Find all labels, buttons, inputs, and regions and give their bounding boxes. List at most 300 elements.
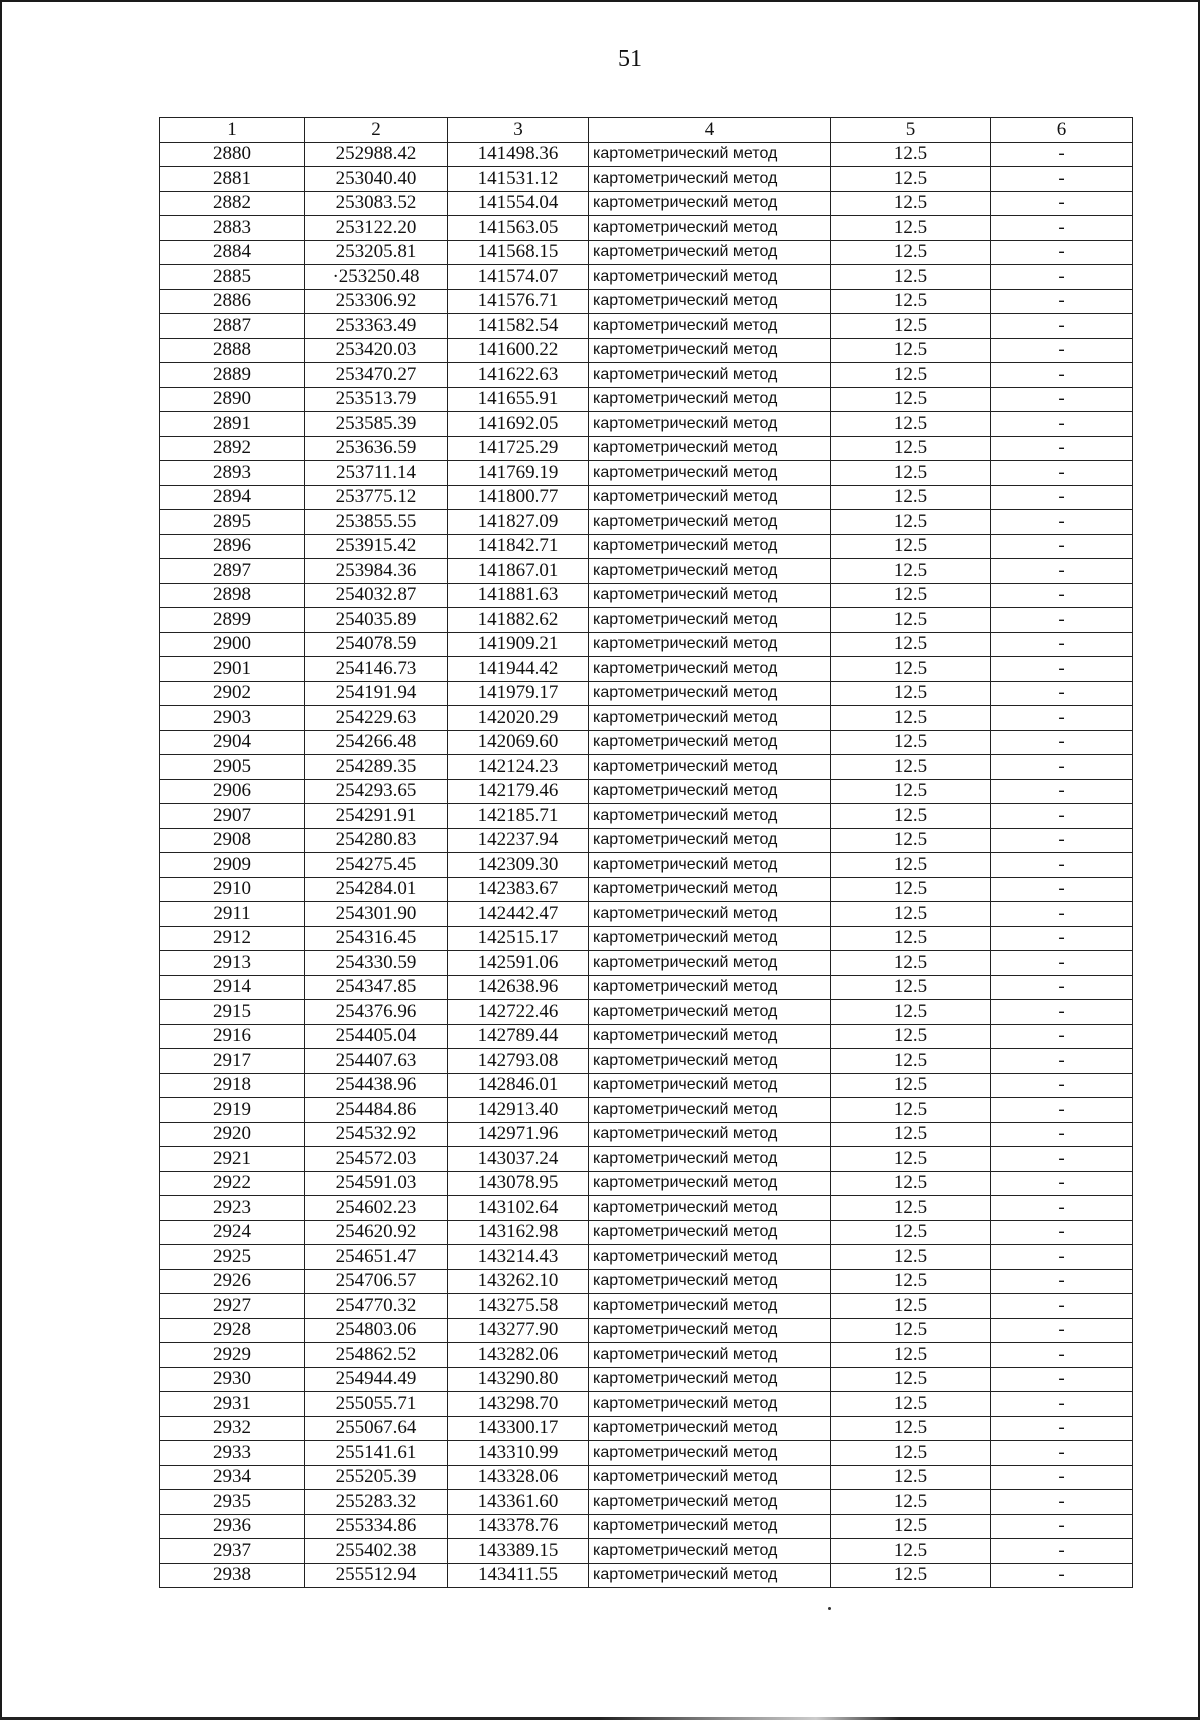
accuracy-cell: 12.5 [831,265,991,290]
method-cell: картометрический метод [589,191,831,216]
point-number-cell: 2899 [160,608,305,633]
point-number-cell: 2883 [160,216,305,241]
method-cell: картометрический метод [589,240,831,265]
x-coordinate-cell: 253306.92 [305,289,448,314]
y-coordinate-cell: 141655.91 [448,387,589,412]
point-number-cell: 2897 [160,559,305,584]
note-cell: - [991,877,1133,902]
point-number-cell: 2907 [160,804,305,829]
point-number-cell: 2894 [160,485,305,510]
x-coordinate-cell: 254275.45 [305,853,448,878]
point-number-cell: 2904 [160,730,305,755]
x-coordinate-cell: 254602.23 [305,1196,448,1221]
accuracy-cell: 12.5 [831,338,991,363]
x-coordinate-cell: 253083.52 [305,191,448,216]
method-cell: картометрический метод [589,436,831,461]
note-cell: - [991,755,1133,780]
accuracy-cell: 12.5 [831,1245,991,1270]
note-cell: - [991,265,1133,290]
y-coordinate-cell: 143282.06 [448,1343,589,1368]
method-cell: картометрический метод [589,1392,831,1417]
accuracy-cell: 12.5 [831,1196,991,1221]
accuracy-cell: 12.5 [831,387,991,412]
point-number-cell: 2892 [160,436,305,461]
table-row [160,289,1133,314]
method-cell: картометрический метод [589,1563,831,1588]
y-coordinate-cell: 142442.47 [448,902,589,927]
y-coordinate-cell: 141882.62 [448,608,589,633]
y-coordinate-cell: 143102.64 [448,1196,589,1221]
table-row [160,779,1133,804]
table-row [160,1539,1133,1564]
note-cell: - [991,1073,1133,1098]
note-cell: - [991,804,1133,829]
note-cell: - [991,1563,1133,1588]
note-cell: - [991,387,1133,412]
note-cell: - [991,240,1133,265]
table-row [160,338,1133,363]
table-row [160,1416,1133,1441]
accuracy-cell: 12.5 [831,1171,991,1196]
y-coordinate-cell: 143078.95 [448,1171,589,1196]
point-number-cell: 2909 [160,853,305,878]
point-number-cell: 2923 [160,1196,305,1221]
x-coordinate-cell: 255055.71 [305,1392,448,1417]
x-coordinate-cell: 254591.03 [305,1171,448,1196]
accuracy-cell: 12.5 [831,216,991,241]
table-row [160,1098,1133,1123]
note-cell: - [991,1318,1133,1343]
x-coordinate-cell: 253915.42 [305,534,448,559]
table-row [160,681,1133,706]
column-header: 3 [448,118,589,143]
method-cell: картометрический метод [589,1416,831,1441]
scan-speck [828,1607,831,1610]
y-coordinate-cell: 141600.22 [448,338,589,363]
table-row [160,436,1133,461]
point-number-cell: 2925 [160,1245,305,1270]
method-cell: картометрический метод [589,461,831,486]
y-coordinate-cell: 141979.17 [448,681,589,706]
point-number-cell: 2886 [160,289,305,314]
point-number-cell: 2900 [160,632,305,657]
method-cell: картометрический метод [589,1073,831,1098]
y-coordinate-cell: 143298.70 [448,1392,589,1417]
point-number-cell: 2929 [160,1343,305,1368]
y-coordinate-cell: 141944.42 [448,657,589,682]
accuracy-cell: 12.5 [831,853,991,878]
point-number-cell: 2895 [160,510,305,535]
accuracy-cell: 12.5 [831,1269,991,1294]
table-row [160,1000,1133,1025]
note-cell: - [991,1465,1133,1490]
method-cell: картометрический метод [589,706,831,731]
x-coordinate-cell: 254266.48 [305,730,448,755]
x-coordinate-cell: ·253250.48 [305,265,448,290]
x-coordinate-cell: 255205.39 [305,1465,448,1490]
x-coordinate-cell: 253636.59 [305,436,448,461]
point-number-cell: 2903 [160,706,305,731]
table-row [160,1196,1133,1221]
table-row [160,1269,1133,1294]
x-coordinate-cell: 254289.35 [305,755,448,780]
note-cell: - [991,559,1133,584]
table-row [160,1318,1133,1343]
y-coordinate-cell: 142237.94 [448,828,589,853]
note-cell: - [991,1049,1133,1074]
method-cell: картометрический метод [589,1220,831,1245]
table-row [160,1465,1133,1490]
y-coordinate-cell: 141800.77 [448,485,589,510]
method-cell: картометрический метод [589,216,831,241]
accuracy-cell: 12.5 [831,436,991,461]
note-cell: - [991,485,1133,510]
y-coordinate-cell: 142793.08 [448,1049,589,1074]
accuracy-cell: 12.5 [831,1441,991,1466]
method-cell: картометрический метод [589,951,831,976]
x-coordinate-cell: 254484.86 [305,1098,448,1123]
accuracy-cell: 12.5 [831,412,991,437]
accuracy-cell: 12.5 [831,657,991,682]
note-cell: - [991,314,1133,339]
table-row [160,1563,1133,1588]
x-coordinate-cell: 253470.27 [305,363,448,388]
table-row [160,1392,1133,1417]
note-cell: - [991,1490,1133,1515]
note-cell: - [991,1220,1133,1245]
method-cell: картометрический метод [589,1147,831,1172]
accuracy-cell: 12.5 [831,559,991,584]
note-cell: - [991,1294,1133,1319]
note-cell: - [991,1539,1133,1564]
page-bottom-edge [0,1717,1200,1720]
column-header: 6 [991,118,1133,143]
x-coordinate-cell: 254291.91 [305,804,448,829]
table-row [160,828,1133,853]
y-coordinate-cell: 143310.99 [448,1441,589,1466]
method-cell: картометрический метод [589,1171,831,1196]
x-coordinate-cell: 253122.20 [305,216,448,241]
accuracy-cell: 12.5 [831,1392,991,1417]
method-cell: картометрический метод [589,1367,831,1392]
y-coordinate-cell: 142124.23 [448,755,589,780]
point-number-cell: 2888 [160,338,305,363]
method-cell: картометрический метод [589,1294,831,1319]
column-header: 1 [160,118,305,143]
y-coordinate-cell: 141554.04 [448,191,589,216]
method-cell: картометрический метод [589,1441,831,1466]
point-number-cell: 2902 [160,681,305,706]
point-number-cell: 2913 [160,951,305,976]
method-cell: картометрический метод [589,1000,831,1025]
accuracy-cell: 12.5 [831,730,991,755]
accuracy-cell: 12.5 [831,240,991,265]
method-cell: картометрический метод [589,1049,831,1074]
point-number-cell: 2908 [160,828,305,853]
page-number: 51 [618,46,642,72]
point-number-cell: 2912 [160,926,305,951]
accuracy-cell: 12.5 [831,877,991,902]
note-cell: - [991,510,1133,535]
y-coordinate-cell: 142638.96 [448,975,589,1000]
point-number-cell: 2905 [160,755,305,780]
table-header [160,118,1133,143]
accuracy-cell: 12.5 [831,1514,991,1539]
note-cell: - [991,1000,1133,1025]
note-cell: - [991,412,1133,437]
accuracy-cell: 12.5 [831,828,991,853]
note-cell: - [991,1269,1133,1294]
point-number-cell: 2937 [160,1539,305,1564]
note-cell: - [991,681,1133,706]
table-row [160,265,1133,290]
point-number-cell: 2936 [160,1514,305,1539]
accuracy-cell: 12.5 [831,1318,991,1343]
y-coordinate-cell: 141827.09 [448,510,589,535]
accuracy-cell: 12.5 [831,534,991,559]
table-row [160,951,1133,976]
x-coordinate-cell: 254803.06 [305,1318,448,1343]
x-coordinate-cell: 255283.32 [305,1490,448,1515]
table-row [160,1122,1133,1147]
point-number-cell: 2922 [160,1171,305,1196]
note-cell: - [991,1343,1133,1368]
y-coordinate-cell: 143290.80 [448,1367,589,1392]
table-row [160,1367,1133,1392]
method-cell: картометрический метод [589,853,831,878]
method-cell: картометрический метод [589,779,831,804]
accuracy-cell: 12.5 [831,975,991,1000]
accuracy-cell: 12.5 [831,1000,991,1025]
method-cell: картометрический метод [589,804,831,829]
point-number-cell: 2884 [160,240,305,265]
table-row [160,559,1133,584]
y-coordinate-cell: 141881.63 [448,583,589,608]
note-cell: - [991,608,1133,633]
table-row [160,1490,1133,1515]
note-cell: - [991,902,1133,927]
table-row [160,534,1133,559]
table-row [160,1343,1133,1368]
accuracy-cell: 12.5 [831,926,991,951]
accuracy-cell: 12.5 [831,142,991,167]
y-coordinate-cell: 141867.01 [448,559,589,584]
y-coordinate-cell: 141622.63 [448,363,589,388]
note-cell: - [991,1147,1133,1172]
x-coordinate-cell: 253420.03 [305,338,448,363]
note-cell: - [991,1245,1133,1270]
method-cell: картометрический метод [589,1269,831,1294]
point-number-cell: 2911 [160,902,305,927]
note-cell: - [991,363,1133,388]
accuracy-cell: 12.5 [831,1416,991,1441]
accuracy-cell: 12.5 [831,804,991,829]
point-number-cell: 2927 [160,1294,305,1319]
table-row [160,1073,1133,1098]
note-cell: - [991,1367,1133,1392]
table-row [160,706,1133,731]
column-header: 4 [589,118,831,143]
x-coordinate-cell: 253984.36 [305,559,448,584]
note-cell: - [991,1416,1133,1441]
accuracy-cell: 12.5 [831,289,991,314]
table-row [160,877,1133,902]
note-cell: - [991,1098,1133,1123]
accuracy-cell: 12.5 [831,1073,991,1098]
x-coordinate-cell: 254532.92 [305,1122,448,1147]
point-number-cell: 2935 [160,1490,305,1515]
x-coordinate-cell: 254651.47 [305,1245,448,1270]
x-coordinate-cell: 254035.89 [305,608,448,633]
accuracy-cell: 12.5 [831,1122,991,1147]
table-row [160,461,1133,486]
accuracy-cell: 12.5 [831,510,991,535]
table-row [160,485,1133,510]
note-cell: - [991,657,1133,682]
table-row [160,387,1133,412]
note-cell: - [991,706,1133,731]
note-cell: - [991,1514,1133,1539]
note-cell: - [991,1024,1133,1049]
method-cell: картометрический метод [589,142,831,167]
note-cell: - [991,289,1133,314]
method-cell: картометрический метод [589,1343,831,1368]
table-row [160,1441,1133,1466]
note-cell: - [991,142,1133,167]
y-coordinate-cell: 141531.12 [448,167,589,192]
x-coordinate-cell: 255141.61 [305,1441,448,1466]
table-row [160,975,1133,1000]
table-row [160,657,1133,682]
x-coordinate-cell: 254620.92 [305,1220,448,1245]
table-row [160,730,1133,755]
point-number-cell: 2880 [160,142,305,167]
accuracy-cell: 12.5 [831,1220,991,1245]
accuracy-cell: 12.5 [831,1343,991,1368]
x-coordinate-cell: 253363.49 [305,314,448,339]
accuracy-cell: 12.5 [831,167,991,192]
point-number-cell: 2916 [160,1024,305,1049]
table-row [160,167,1133,192]
accuracy-cell: 12.5 [831,706,991,731]
note-cell: - [991,1122,1133,1147]
table-row [160,804,1133,829]
note-cell: - [991,1196,1133,1221]
x-coordinate-cell: 254330.59 [305,951,448,976]
y-coordinate-cell: 141769.19 [448,461,589,486]
point-number-cell: 2914 [160,975,305,1000]
point-number-cell: 2887 [160,314,305,339]
table-row [160,853,1133,878]
accuracy-cell: 12.5 [831,1465,991,1490]
x-coordinate-cell: 254301.90 [305,902,448,927]
point-number-cell: 2919 [160,1098,305,1123]
y-coordinate-cell: 143277.90 [448,1318,589,1343]
accuracy-cell: 12.5 [831,951,991,976]
x-coordinate-cell: 254944.49 [305,1367,448,1392]
x-coordinate-cell: 253585.39 [305,412,448,437]
table-row [160,1245,1133,1270]
x-coordinate-cell: 254316.45 [305,926,448,951]
table-row [160,412,1133,437]
note-cell: - [991,1392,1133,1417]
accuracy-cell: 12.5 [831,1024,991,1049]
method-cell: картометрический метод [589,412,831,437]
table-row [160,1294,1133,1319]
point-number-cell: 2931 [160,1392,305,1417]
x-coordinate-cell: 254146.73 [305,657,448,682]
method-cell: картометрический метод [589,510,831,535]
method-cell: картометрический метод [589,289,831,314]
table-row [160,216,1133,241]
method-cell: картометрический метод [589,338,831,363]
y-coordinate-cell: 142309.30 [448,853,589,878]
method-cell: картометрический метод [589,681,831,706]
note-cell: - [991,632,1133,657]
method-cell: картометрический метод [589,583,831,608]
note-cell: - [991,216,1133,241]
y-coordinate-cell: 143361.60 [448,1490,589,1515]
y-coordinate-cell: 143275.58 [448,1294,589,1319]
y-coordinate-cell: 142069.60 [448,730,589,755]
y-coordinate-cell: 143162.98 [448,1220,589,1245]
y-coordinate-cell: 141574.07 [448,265,589,290]
x-coordinate-cell: 254407.63 [305,1049,448,1074]
y-coordinate-cell: 143037.24 [448,1147,589,1172]
x-coordinate-cell: 254572.03 [305,1147,448,1172]
table-row [160,1024,1133,1049]
x-coordinate-cell: 254229.63 [305,706,448,731]
header-row [160,118,1133,143]
accuracy-cell: 12.5 [831,779,991,804]
accuracy-cell: 12.5 [831,1098,991,1123]
y-coordinate-cell: 142846.01 [448,1073,589,1098]
point-number-cell: 2910 [160,877,305,902]
table-row [160,755,1133,780]
method-cell: картометрический метод [589,926,831,951]
y-coordinate-cell: 143411.55 [448,1563,589,1588]
point-number-cell: 2890 [160,387,305,412]
accuracy-cell: 12.5 [831,632,991,657]
method-cell: картометрический метод [589,730,831,755]
point-number-cell: 2885 [160,265,305,290]
note-cell: - [991,975,1133,1000]
point-number-cell: 2915 [160,1000,305,1025]
table-row [160,926,1133,951]
x-coordinate-cell: 255067.64 [305,1416,448,1441]
table-row [160,608,1133,633]
y-coordinate-cell: 141725.29 [448,436,589,461]
x-coordinate-cell: 254032.87 [305,583,448,608]
y-coordinate-cell: 142383.67 [448,877,589,902]
table-row [160,510,1133,535]
x-coordinate-cell: 254770.32 [305,1294,448,1319]
column-header: 5 [831,118,991,143]
method-cell: картометрический метод [589,755,831,780]
note-cell: - [991,338,1133,363]
method-cell: картометрический метод [589,1245,831,1270]
x-coordinate-cell: 254376.96 [305,1000,448,1025]
note-cell: - [991,951,1133,976]
note-cell: - [991,583,1133,608]
y-coordinate-cell: 142515.17 [448,926,589,951]
accuracy-cell: 12.5 [831,608,991,633]
method-cell: картометрический метод [589,877,831,902]
point-number-cell: 2906 [160,779,305,804]
x-coordinate-cell: 254078.59 [305,632,448,657]
accuracy-cell: 12.5 [831,755,991,780]
note-cell: - [991,1171,1133,1196]
